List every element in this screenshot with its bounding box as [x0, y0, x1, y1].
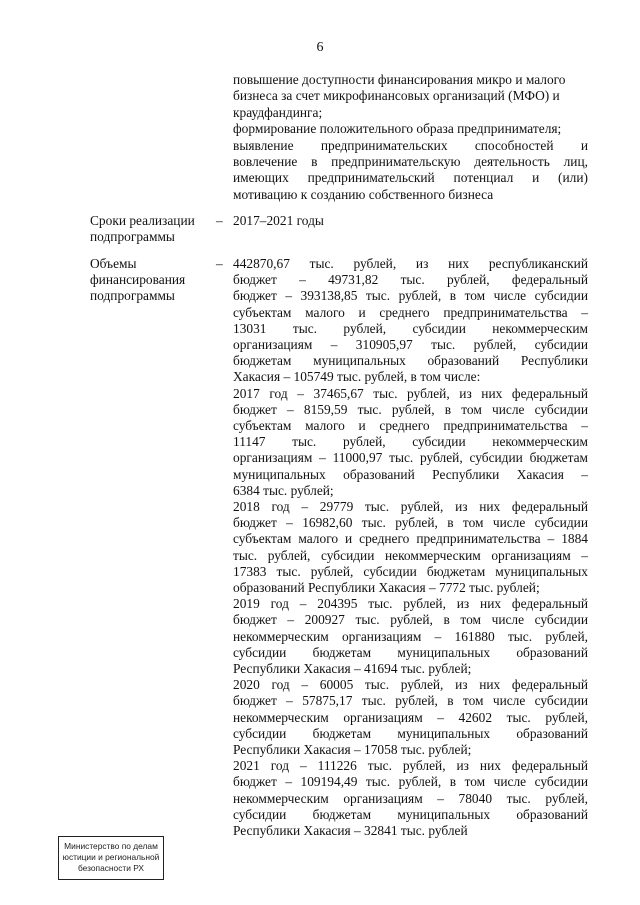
intro-text-line: имеющих предпринимательский потенциал и (или): [233, 170, 588, 186]
funding-text-line: субсидии бюджетам муниципальных образований: [233, 725, 588, 741]
intro-text-line: повышение доступности финансирования микро и малого: [233, 72, 566, 87]
terms-value: 2017–2021 годы: [233, 213, 324, 228]
ministry-stamp: [58, 836, 164, 880]
stamp-line: юстиции и региональной: [62, 852, 160, 862]
funding-text-line: субсидии бюджетам муниципальных образований: [233, 644, 588, 660]
funding-text-line: организациям – 310905,97 тыс. рублей, субсидии: [233, 337, 588, 352]
funding-text-line: 2020 год – 60005 тыс. рублей, из них федеральный: [233, 677, 588, 693]
terms-label-line-1: Сроки реализации: [90, 213, 195, 228]
funding-text-line: образований Республики Хакасия – 7772 тыс. рублей;: [233, 580, 540, 595]
terms-label-line-2: подпрограммы: [90, 229, 175, 244]
funding-text-line: Республики Хакасия – 32841 тыс. рублей: [233, 823, 468, 838]
intro-text-line: бизнеса за счет микрофинансовых организаций (МФО) и: [233, 88, 560, 104]
funding-text-line: бюджет – 393138,85 тыс. рублей, в том числе субсидии: [233, 288, 588, 304]
stamp-line: Министерство по делам: [64, 841, 158, 851]
funding-text-line: бюджет – 16982,60 тыс. рублей, в том числе субсидии: [233, 515, 588, 531]
funding-text-line: 2017 год – 37465,67 тыс. рублей, из них федеральный: [233, 385, 588, 401]
terms-dash: –: [216, 213, 223, 228]
funding-text-line: субъектам малого и среднего предпринимательства – 1884: [233, 531, 588, 547]
intro-text-line: краудфандинга;: [233, 104, 323, 120]
funding-text-line: некоммерческим организациям – 161880 тыс. рублей,: [233, 628, 588, 644]
funding-text-line: некоммерческим организациям – 78040 тыс. рублей,: [233, 790, 588, 806]
intro-text-line: выявление предпринимательских способностей и: [233, 137, 588, 153]
funding-text-line: 11147 тыс. рублей, субсидии некоммерческим: [233, 434, 588, 450]
funding-text-line: 2018 год – 29779 тыс. рублей, из них федеральный: [233, 499, 588, 514]
intro-text-line: мотивацию к созданию собственного бизнеса: [233, 186, 494, 202]
funding-text-line: Хакасия – 105749 тыс. рублей, в том числе:: [233, 369, 481, 385]
page-number: 6: [316, 40, 324, 55]
funding-text-line: субсидии бюджетам муниципальных образований: [233, 806, 588, 822]
funding-text-line: бюджет – 109194,49 тыс. рублей, в том числе субсидии: [233, 774, 588, 790]
funding-text-line: бюджет – 57875,17 тыс. рублей, в том числе субсидии: [233, 693, 588, 709]
funding-text-line: Республики Хакасия – 17058 тыс. рублей;: [233, 742, 472, 757]
funding-text-line: субъектам малого и среднего предпринимательства –: [233, 418, 588, 433]
funding-text-line: муниципальных образований Республики Хакасия –: [233, 466, 588, 482]
funding-text-line: 17383 тыс. рублей, субсидии бюджетам муниципальных: [233, 563, 588, 579]
funding-text-line: бюджетам муниципальных образований Республики: [233, 353, 588, 369]
stamp-line: безопасности РХ: [77, 863, 145, 873]
funding-label-line-2: финансирования: [90, 272, 186, 287]
funding-dash: –: [216, 256, 223, 271]
funding-label-line-3: подпрограммы: [90, 288, 175, 303]
funding-text-line: 442870,67 тыс. рублей, из них республиканский: [233, 256, 588, 271]
funding-text-line: тыс. рублей, субсидии некоммерческим организациям –: [233, 547, 588, 563]
funding-text-line: Республики Хакасия – 41694 тыс. рублей;: [233, 661, 472, 676]
funding-text-line: 6384 тыс. рублей;: [233, 482, 334, 498]
funding-text-line: бюджет – 8159,59 тыс. рублей, в том числе субсидии: [233, 401, 588, 417]
funding-text-line: бюджет – 200927 тыс. рублей, в том числе субсидии: [233, 612, 588, 628]
funding-text-line: бюджет – 49731,82 тыс. рублей, федеральный: [233, 272, 588, 288]
funding-text-line: некоммерческим организациям – 42602 тыс. рублей,: [233, 709, 588, 725]
funding-text-line: 2019 год – 204395 тыс. рублей, из них федеральный: [233, 596, 588, 612]
intro-text-line: формирование положительного образа предпринимателя;: [233, 121, 562, 137]
funding-text-line: 13031 тыс. рублей, субсидии некоммерческим: [233, 320, 588, 336]
intro-text-line: вовлечение в предпринимательскую деятельность лиц,: [233, 154, 588, 169]
funding-text-line: 2021 год – 111226 тыс. рублей, из них федеральный: [233, 758, 588, 774]
funding-text-line: организациям – 11000,97 тыс. рублей, субсидии бюджетам: [233, 450, 588, 466]
funding-text-line: субъектам малого и среднего предпринимательства –: [233, 304, 588, 320]
funding-label-line-1: Объемы: [90, 256, 137, 271]
